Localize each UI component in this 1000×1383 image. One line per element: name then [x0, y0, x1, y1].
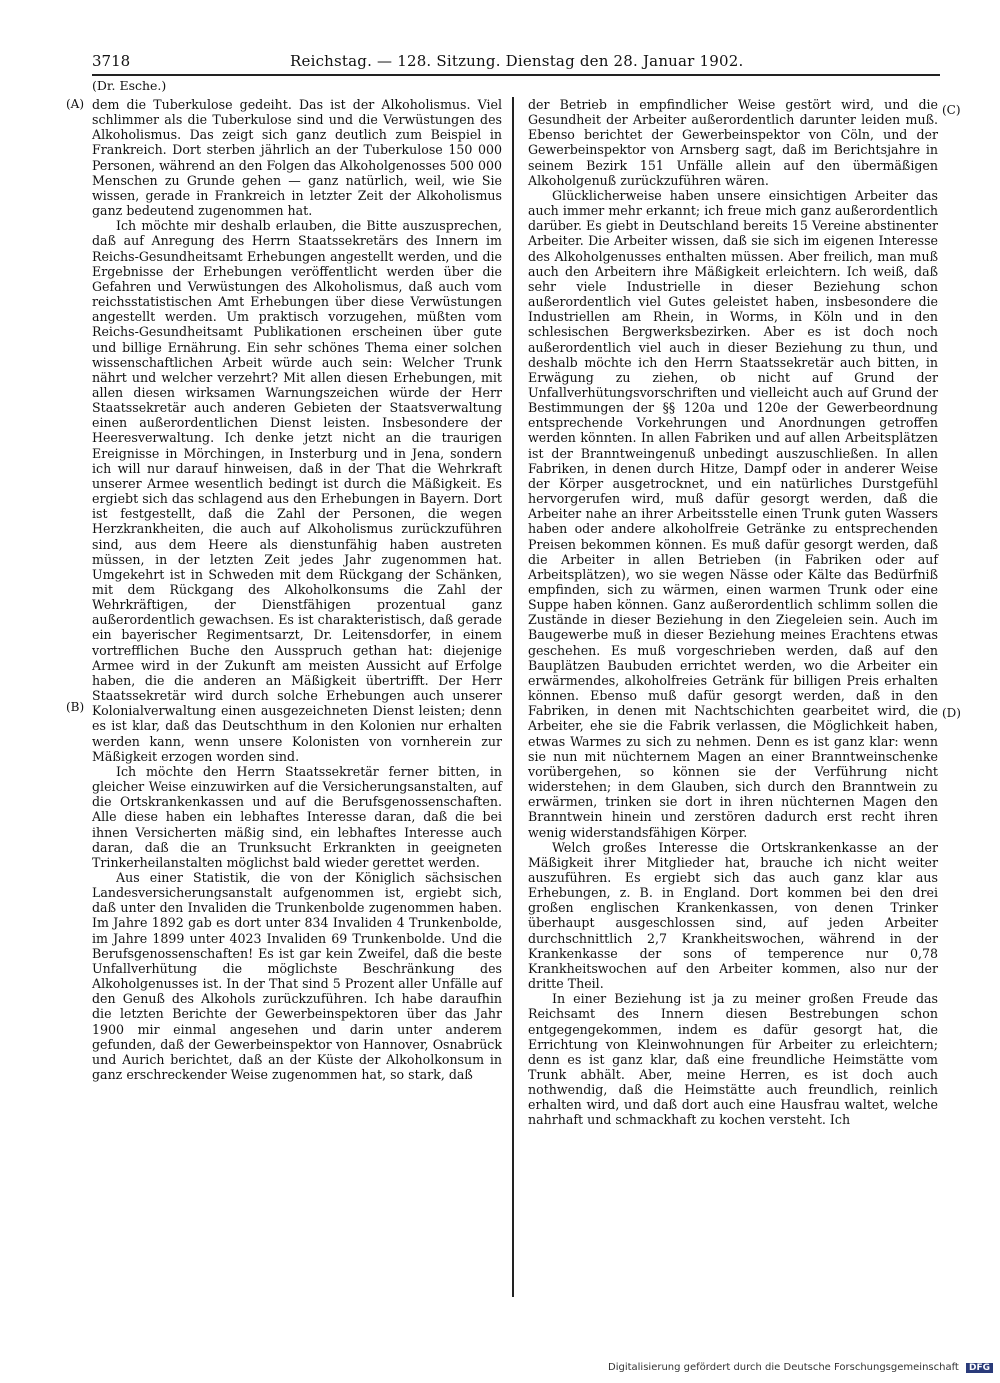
page-number: 3718: [92, 52, 131, 70]
paragraph: dem die Tuberkulose gedeiht. Das ist der Alkoholismus. Viel schlimmer als die Tuberkulose sind und die Verwüstungen des Alkoholismus. Das zeigt sich ganz deutlich zum Beispiel in Frankreich. Dort sterben jährlich an der Tuberkulose 150 000 Personen, während an den Folgen das Alkoholgenosses 500 000 Menschen zu Grunde gehen — ganz natürlich, weil, wie Sie wissen, gerade in Frankreich in letzter Zeit der Alkoholismus ganz bedeutend zugenommen hat.: [92, 97, 502, 219]
paragraph: Ich möchte mir deshalb erlauben, die Bitte auszusprechen, daß auf Anregung des Herrn Staatssekretärs des Innern im Reichs-Gesundheitsamt Erhebungen angestellt werden, und die Ergebnisse der Erhebungen veröffentlicht werden über die Gefahren und Verwüstungen des Alkoholismus, daß auch vom reichsstatistischen Amt Erhebungen über diese Verwüstungen angestellt werden. Um praktisch vorzugehen, müßten vom Reichs-Gesundheitsamt Publikationen erscheinen über gute und billige Ernährung. Ein sehr schönes Thema einer solchen wissenschaftlichen Arbeit würde auch sein: Welcher Trunk nährt und welcher verzehrt? Mit allen diesen Erhebungen, mit allen diesen wirksamen Warnungszeichen würde der Herr Staatssekretär auch anderen Gebieten der Staatsverwaltung einen außerordentlichen Dienst leisten. Insbesondere der Heeresverwaltung. Ich denke jetzt nicht an die traurigen Ereignisse in Mörchingen, in Insterburg und in Jena, sondern ich will nur darauf hinweisen, daß in der That die Wehrkraft unserer Armee wesentlich bedingt ist durch die Mäßigkeit. Es ergiebt sich das schlagend aus den Erhebungen in Bayern. Dort ist festgestellt, daß die Zahl der Personen, die wegen Herzkrankheiten, die auch auf Alkoholismus zurückzuführen sind, aus dem Heere als dienstunfähig haben austreten müssen, in der letzten Zeit jedes Jahr zugenommen hat. Umgekehrt ist in Schweden mit dem Rückgang der Schänken, mit dem Rückgang des Alkoholkonsums die Zahl der Wehrkräftigen, der Dienstfähigen prozentual ganz außerordentlich gewachsen. Es ist charakteristisch, daß gerade ein bayerischer Regimentsarzt, Dr. Leitensdorfer, in einem vortrefflichen Buche den Ausspruch gethan hat: diejenige Armee wird in der Zukunft am meisten Aussicht auf Erfolge haben, die die anderen an Mäßigkeit übertrifft. Der Herr Staatssekretär wird durch solche Erhebungen auch unserer Kolonialverwaltung einen ausgezeichneten Dienst leisten; denn es ist klar, daß das Deutschthum in den Kolonien nur erhalten werden kann, wenn unsere Kolonisten von vornherein zur Mäßigkeit erzogen worden sind.: [92, 218, 502, 764]
paragraph: Welch großes Interesse die Ortskrankenkasse an der Mäßigkeit ihrer Mitglieder hat, brauche ich nicht weiter auszuführen. Es ergiebt sich das auch ganz klar aus Erhebungen, z. B. in England. Dort kommen bei den drei großen englischen Krankenkassen, von denen Trinker überhaupt ausgeschlossen sind, auf jeden Arbeiter durchschnittlich 2,7 Krankheitswochen, während in der Krankenkasse der sons of temperence nur 0,78 Krankheitswochen auf den Arbeiter kommen, also nur der dritte Theil.: [528, 839, 938, 992]
margin-label-c: (C): [942, 103, 961, 117]
paragraph: In einer Beziehung ist ja zu meiner großen Freude das Reichsamt des Innern diesen Bestrebungen schon entgegengekommen, indem es dafür gesorgt hat, die Errichtung von Kleinwohnungen für Arbeiter zu erleichtern; denn es ist ganz klar, daß eine freundliche Heimstätte vom Trunk abhält. Aber, meine Herren, es ist doch auch nothwendig, daß die Heimstätte auch freundlich, reinlich erhalten wird, und daß dort auch eine Hausfrau waltet, welche nahrhaft und schmackhaft zu kochen versteht. Ich: [528, 991, 938, 1128]
paragraph: der Betrieb in empfindlicher Weise gestört wird, und die Gesundheit der Arbeiter außerordentlich darunter leiden muß. Ebenso berichtet der Gewerbeinspektor von Cöln, und der Gewerbeinspektor von Arnsberg sagt, daß im Berichtsjahre in seinem Bezirk 151 Unfälle allein auf den übermäßigen Alkoholgenuß zurückzuführen wären.: [528, 97, 938, 188]
column-rule: [512, 97, 514, 1297]
digitization-footer: [608, 1362, 993, 1373]
margin-label-a: (A): [66, 97, 85, 111]
footer-text: Digitalisierung gefördert durch die Deutsche Forschungsgemeinschaft: [608, 1362, 959, 1373]
paragraph: Ich möchte den Herrn Staatssekretär ferner bitten, in gleicher Weise einzuwirken auf die Versicherungsanstalten, auf die Ortskrankenkassen und auf die Berufsgenossenschaften. Alle diese haben ein lebhaftes Interesse daran, daß die bei ihnen Versicherten mäßig sind, ein lebhaftes Interesse auch daran, daß die an Trunksucht Erkrankten in geeigneten Trinkerheilanstalten möglichst bald wieder gerettet werden.: [92, 763, 502, 870]
running-head: Reichstag. — 128. Sitzung. Dienstag den 28. Januar 1902.: [290, 52, 744, 70]
dfg-logo: DFG: [966, 1363, 993, 1373]
left-column: [92, 97, 502, 1082]
paragraph: Aus einer Statistik, die von der Königlich sächsischen Landesversicherungsanstalt aufgenommen ist, ergiebt sich, daß unter den Invaliden die Trunkenbolde zugenommen haben. Im Jahre 1892 gab es dort unter 834 Invaliden 4 Trunkenbolde, im Jahre 1899 unter 4023 Invaliden 69 Trunkenbolde. Und die Berufsgenossenschaften! Es ist gar kein Zweifel, daß die beste Unfallverhütung die möglichste Beschränkung des Alkoholgenusses ist. In der That sind 5 Prozent aller Unfälle auf den Genuß des Alkohols zurückzuführen. Ich habe daraufhin die letzten Berichte der Gewerbeinspektoren über das Jahr 1900 mir einmal angesehen und darin unter anderem gefunden, daß der Gewerbeinspektor von Hannover, Osnabrück und Aurich berichtet, daß an der Küste der Alkoholkonsum in ganz erschreckender Weise zugenommen hat, so stark, daß: [92, 869, 502, 1082]
speaker-label: (Dr. Esche.): [92, 78, 167, 93]
right-column: [528, 97, 938, 1128]
margin-label-d: (D): [942, 706, 961, 720]
margin-label-b: (B): [66, 700, 85, 714]
paragraph: Glücklicherweise haben unsere einsichtigen Arbeiter das auch immer mehr erkannt; ich freue mich ganz außerordentlich darüber. Es giebt in Deutschland bereits 15 Vereine abstinenter Arbeiter. Die Arbeiter wissen, daß sie sich im eigenen Interesse des Alkoholgenusses enthalten müssen. Aber freilich, man muß auch den Arbeitern ihre Mäßigkeit erleichtern. Ich weiß, daß sehr viele Industrielle in dieser Beziehung schon außerordentlich viel Gutes geleistet haben, insbesondere die Industriellen am Rhein, in Worms, in Köln und in den schlesischen Bergwerksbezirken. Aber es ist doch noch außerordentlich viel auch in dieser Beziehung zu thun, und deshalb möchte ich den Herrn Staatssekretär auch bitten, in Erwägung zu ziehen, ob nicht auf Grund der Unfallverhütungsvorschriften und vielleicht auch auf Grund der Bestimmungen der §§ 120a und 120e der Gewerbeordnung entsprechende Vorkehrungen und Anordnungen getroffen werden könnten. In allen Fabriken und auf allen Arbeitsplätzen ist der Branntweingenuß unbedingt auszuschließen. In allen Fabriken, in denen durch Hitze, Dampf oder in anderer Weise der Körper ausgetrocknet, und ein natürliches Durstgefühl hervorgerufen wird, muß dafür gesorgt werden, daß die Arbeiter nahe an ihrer Arbeitsstelle einen Trunk guten Wassers haben oder andere alkoholfreie Getränke zu entsprechenden Preisen bekommen können. Es muß dafür gesorgt werden, daß die Arbeiter in allen Betrieben (in Fabriken oder auf Arbeitsplätzen), wo sie wegen Nässe oder Kälte das Bedürfniß empfinden, sich zu wärmen, einen warmen Trunk oder eine Suppe haben können. Ganz außerordentlich schlimm sollen die Zustände in dieser Beziehung in den Ziegeleien sein. Auch im Baugewerbe muß in dieser Beziehung meines Erachtens etwas geschehen. Es muß vorgeschrieben werden, daß auf den Bauplätzen Baubuden errichtet werden, wo die Arbeiter ein erwärmendes, alkoholfreies Getränk für billigen Preis erhalten können. Ebenso muß dafür gesorgt werden, daß in den Fabriken, in denen mit Nachtschichten gearbeitet wird, die Arbeiter, ehe sie die Fabrik verlassen, die Möglichkeit haben, etwas Warmes zu sich zu nehmen. Denn es ist ganz klar: wenn sie nun mit nüchternem Magen an einer Branntweinschenke vorübergehen, so können sie der Verführung nicht widerstehen; in dem Glauben, sich durch den Branntwein zu erwärmen, trinken sie dort in ihren nüchternen Magen den Branntwein hinein und zerstören dadurch erst recht ihren wenig widerstandsfähigen Körper.: [528, 187, 938, 840]
header-rule: [92, 74, 940, 76]
